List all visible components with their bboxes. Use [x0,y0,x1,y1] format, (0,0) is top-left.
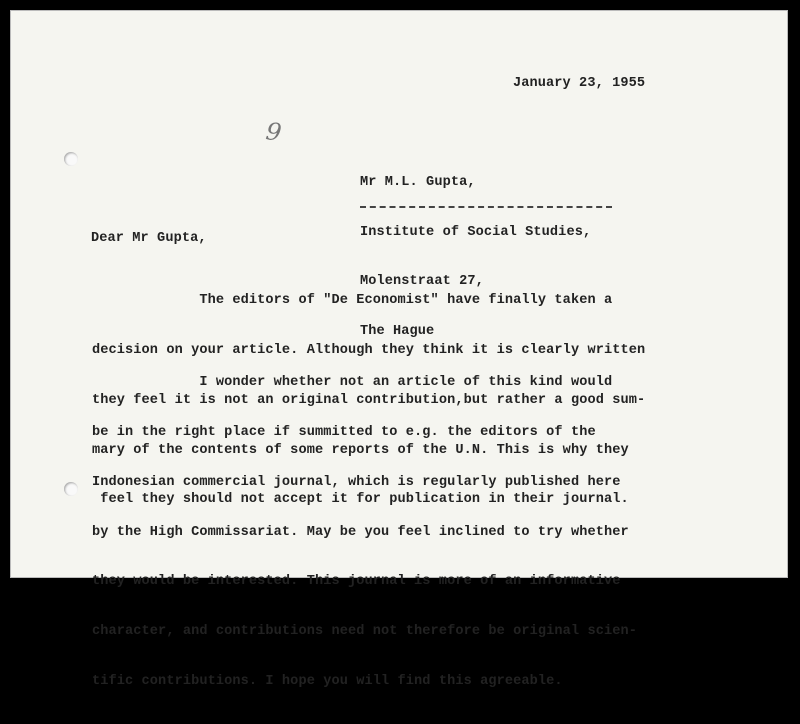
handwritten-page-number: 9 [264,117,284,147]
paragraph-line: character, and contributions need not therefore be original scien- [92,624,637,640]
punch-hole-top [64,152,78,166]
paragraph-line: feel they should not accept it for publication in their journal. [92,492,629,508]
paragraph-line: tific contributions. I hope you will find this agreeable. [92,673,563,689]
paragraph-line: Indonesian commercial journal, which is regularly published here [92,474,621,490]
punch-hole-bottom [64,482,78,496]
letter-date: January 23, 1955 [513,76,646,91]
paragraph-line: The editors of "De Economist" have finally taken a [92,293,613,309]
address-underline [360,206,612,208]
paragraph-line: be in the right place if summitted to e.g. the editors of the [92,424,596,440]
paragraph-line: they would be interested. This journal is more of an informative [92,574,621,590]
paragraph-line: mary of the contents of some reports of the U.N. This is why they [92,442,629,458]
paragraph-line: I wonder whether not an article of this kind would [92,375,613,391]
paragraph-line: they feel it is not an original contribution,but rather a good sum- [92,392,646,408]
recipient-line: Institute of Social Studies, [360,224,592,240]
paragraph-line: by the High Commissariat. May be you feel inclined to try whether [92,524,629,540]
paragraph-line: decision on your article. Although they think it is clearly written [92,342,646,358]
paragraph-2 [92,342,637,724]
recipient-line: Mr M.L. Gupta, [360,175,476,190]
recipient-line: The Hague [360,323,435,339]
salutation: Dear Mr Gupta, [91,231,207,246]
recipient-line: Molenstraat 27, [360,274,484,289]
